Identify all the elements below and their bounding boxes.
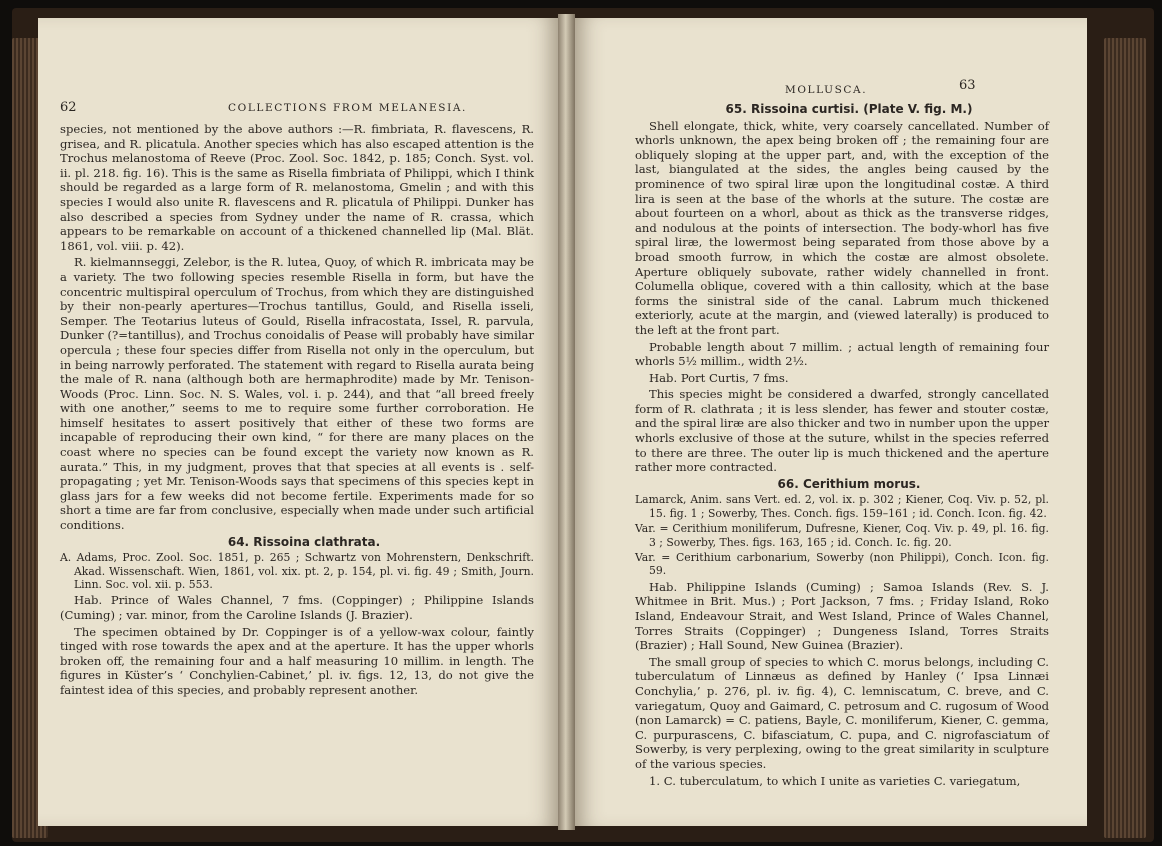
paragraph: species, not mentioned by the above authors :—R. fimbriata, R. flavescens, R. grisea, and R. plicatula. Another species which has also escaped attention is the Trochus melanostoma of Reeve (Proc. Zool. Soc. 1842, p. 185; Conch. Syst. vol. ii. pl. 218. fig. 16). This is the same as Risella fimbriata of Philippi, which I think should be regarded as a large form of R. melanostoma, Gmelin ; and with this species I would also unite R. flavescens and R. plicatula of Philippi. Dunker has also described a species from Sydney under the name of R. crassa, which appears to be remarkable on account of a thickened channelled lip (Mal. Blät. 1861, vol. viii. p. 42).	[60, 122, 534, 253]
paragraph: The specimen obtained by Dr. Coppinger is of a yellow-wax colour, faintly tinged with rose towards the apex and at the aperture. It has the upper whorls broken off, the remaining four and a half measuring 10 millim. in length. The figures in Küster’s ‘ Conchylien-Cabinet,’ pl. iv. figs. 12, 13, do not give the faintest idea of this species, and probably represent another.	[60, 624, 534, 697]
paragraph: 1. C. tuberculatum, to which I unite as varieties C. variegatum,	[649, 773, 1021, 788]
references	[60, 551, 534, 591]
reference: Lamarck, Anim. sans Vert. ed. 2, vol. ix. p. 302 ; Kiener, Coq. Viv. p. 52, pl. 15. fig. 1 ; Sowerby, Thes. Conch. figs. 159–161 ; id. Conch. Icon. fig. 42.	[635, 493, 1049, 520]
section-heading: 64. Rissoina clathrata.	[227, 534, 381, 549]
right-text-column	[635, 102, 1049, 790]
reference: Var. = Cerithium moniliferum, Dufresne, Kiener, Coq. Viv. p. 49, pl. 16. fig. 3 ; Sowerby, Thes. figs. 163, 165 ; id. Conch. Ic. fig. 20.	[635, 522, 1049, 549]
paragraph: Shell elongate, thick, white, very coarsely cancellated. Number of whorls unknown, the apex being broken off ; the remaining four are obliquely sloping at the upper part, and, with the exception of the last, biangulated at the sides, the angles being caused by the prominence of two spiral liræ upon the longitudinal costæ. A third lira is seen at the base of the whorls at the suture. The costæ are about fourteen on a whorl, about as thick as the transverse ridges, and nodulous at the points of intersection. The body-whorl has five spiral liræ, the lowermost being separated from those above by a broad smooth furrow, in which the costæ are almost obsolete. Aperture obliquely subovate, rather widely channelled in front. Columella oblique, covered with a thin callosity, which at the base forms the sinistral side of the canal. Labrum much thickened exteriorly, acute at the margin, and (viewed laterally) is produced to the left at the front part.	[635, 118, 1049, 337]
paragraph: Hab. Port Curtis, 7 fms.	[649, 370, 789, 385]
references	[635, 493, 1049, 577]
running-head: COLLECTIONS FROM MELANESIA.	[228, 102, 467, 114]
paragraph: R. kielmannseggi, Zelebor, is the R. lutea, Quoy, of which R. imbricata may be a variety. The two following species resemble Risella in form, but have the concentric multispiral operculum of Trochus, from which they are distinguished by their non-pearly apertures—Trochus tantillus, Gould, and Risella isseli, Semper. The Teotarius luteus of Gould, Risella infracostata, Issel, R. parvula, Dunker (?=tantillus), and Trochus conoidalis of Pease will probably have similar opercula ; these four species differ from Risella not only in the operculum, but in being narrowly perforated. The statement with regard to Risella aurata being the male of R. nana (although both are hermaphrodite) made by Mr. Tenison-Woods (Proc. Linn. Soc. N. S. Wales, vol. i. p. 244), and that “all breed freely with one another,” seems to me to require some further corroboration. He himself hesitates to assert positively that either of these two forms are incapable of reproducing their own kind, “ for there are many places on the coast where no species can be found except the variety now known as R. aurata.” This, in my judgment, proves that that species at all events is . self-propagating ; yet Mr. Tenison-Woods says that specimens of this species kept in glass jars for a few weeks did not become fertile. Experiments made for so short a time are far from conclusive, especially when made under such artificial conditions.	[60, 255, 534, 533]
paragraph: Hab. Philippine Islands (Cuming) ; Samoa Islands (Rev. S. J. Whitmee in Brit. Mus.) ; Port Jackson, 7 fms. ; Friday Island, Roko Island, Endeavour Strait, and West Island, Prince of Wales Channel, Torres Straits (Coppinger) ; Dungeness Island, Torres Straits (Brazier) ; Hall Sound, New Guinea (Brazier).	[635, 579, 1049, 653]
paragraph: Probable length about 7 millim. ; actual length of remaining four whorls 5½ millim., width 2½.	[635, 339, 1049, 369]
right-page	[575, 18, 1087, 826]
paragraph: This species might be considered a dwarfed, strongly cancellated form of R. clathrata ; it is less slender, has fewer and stouter costæ, and the spiral liræ are also thicker and two in number upon the upper whorls exclusive of those at the suture, whilst in the species referred to there are three. The outer lip is much thickened and the aperture rather more contracted.	[635, 387, 1049, 475]
reference: A. Adams, Proc. Zool. Soc. 1851, p. 265 ; Schwartz von Mohrenstern, Denkschrift. Akad. Wissenschaft. Wien, 1861, vol. xix. pt. 2, p. 154, pl. vi. fig. 49 ; Smith, Journ. Linn. Soc. vol. xii. p. 553.	[60, 551, 534, 592]
running-head: MOLLUSCA.	[785, 84, 868, 96]
paragraph: Hab. Prince of Wales Channel, 7 fms. (Coppinger) ; Philippine Islands (Cuming) ; var. minor, from the Caroline Islands (J. Brazier).	[60, 593, 534, 623]
paragraph: The small group of species to which C. morus belongs, including C. tuberculatum of Linnæus as defined by Hanley (‘ Ipsa Linnæi Conchylia,’ p. 276, pl. iv. fig. 4), C. lemniscatum, C. breve, and C. variegatum, Quoy and Gaimard, C. petrosum and C. rugosum of Wood (non Lamarck) = C. patiens, Bayle, C. moniliferum, Kiener, C. gemma, C. purpurascens, C. bifasciatum, C. pupa, and C. nigrofasciatum of Sowerby, is very perplexing, owing to the great similarity in sculpture of the various species.	[635, 654, 1049, 771]
book-gutter	[558, 14, 575, 830]
section-heading: 66. Cerithium morus.	[777, 476, 921, 491]
left-text-column	[60, 122, 534, 700]
left-page	[38, 18, 558, 826]
page-number: 62	[60, 100, 77, 115]
right-page-edges	[1104, 38, 1146, 838]
section-heading: 65. Rissoina curtisi. (Plate V. fig. M.)	[725, 102, 973, 116]
reference: Var. = Cerithium carbonarium, Sowerby (non Philippi), Conch. Icon. fig. 59.	[635, 551, 1049, 578]
page-number: 63	[959, 78, 976, 93]
